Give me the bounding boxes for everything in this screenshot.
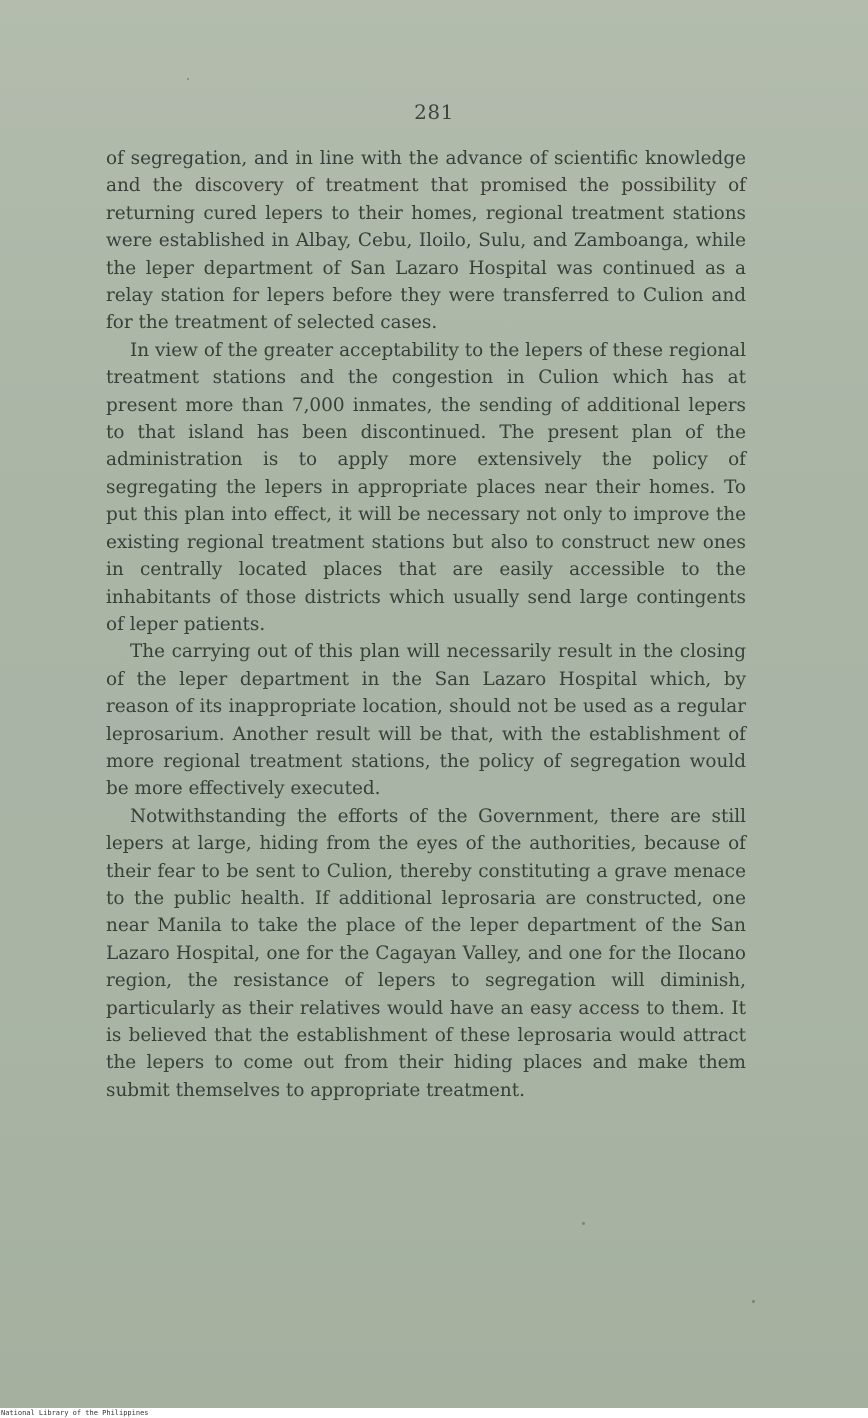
paragraph-4: Notwithstanding the efforts of the Government, there are still lepers at large, hiding from the eyes of the authorities, because of their fear to be sent to Culion, thereby constituting a grave menace to the public health. If additional leprosaria are constructed, one near Manila to take the place of the leper department of the San Lazaro Hospital, one for the Cagayan Valley, and one for the Ilocano region, the resistance of lepers to segregation will diminish, particularly as their relatives would have an easy access to them. It is believed that the establishment of these leprosaria would attract the lepers to come out from their hiding places and make them submit themselves to appropriate treatment. (106, 805, 746, 1101)
paragraph-2: In view of the greater acceptability to the lepers of these regional treatment stations and the congestion in Culion which has at present more than 7,000 inmates, the sending of additional lepers to that island has been discontinued. The present plan of the administration is to apply more extensively the policy of segregating the lepers in appropriate places near their homes. To put this plan into effect, it will be necessary not only to improve the existing regional treatment stations but also to construct new ones in centrally located places that are easily accessible to the inhabitants of those districts which usually send large contingents of leper patients. (106, 339, 746, 635)
paper-speck (752, 1300, 755, 1303)
library-credit: National Library of the Philippines (1, 1409, 149, 1417)
paper-speck (582, 1222, 585, 1225)
paper-speck (187, 78, 189, 80)
paragraph-1: of segregation, and in line with the advance of scientific knowledge and the discovery of treatment that promised the possibility of returning cured lepers to their homes, regional treatment stations were established in Albay, Cebu, Iloilo, Sulu, and Zamboanga, while the leper department of San Lazaro Hospital was continued as a relay station for lepers before they were transferred to Culion and for the treatment of selected cases. (106, 148, 746, 334)
footer-bar (0, 1408, 868, 1418)
body-text (106, 145, 746, 1104)
page-number: 281 (414, 100, 454, 124)
paragraph-3: The carrying out of this plan will necessarily result in the closing of the leper department in the San Lazaro Hospital which, by reason of its inappropriate location, should not be used as a regular leprosarium. Another result will be that, with the establishment of more regional treatment stations, the policy of segregation would be more effectively executed. (106, 641, 746, 800)
